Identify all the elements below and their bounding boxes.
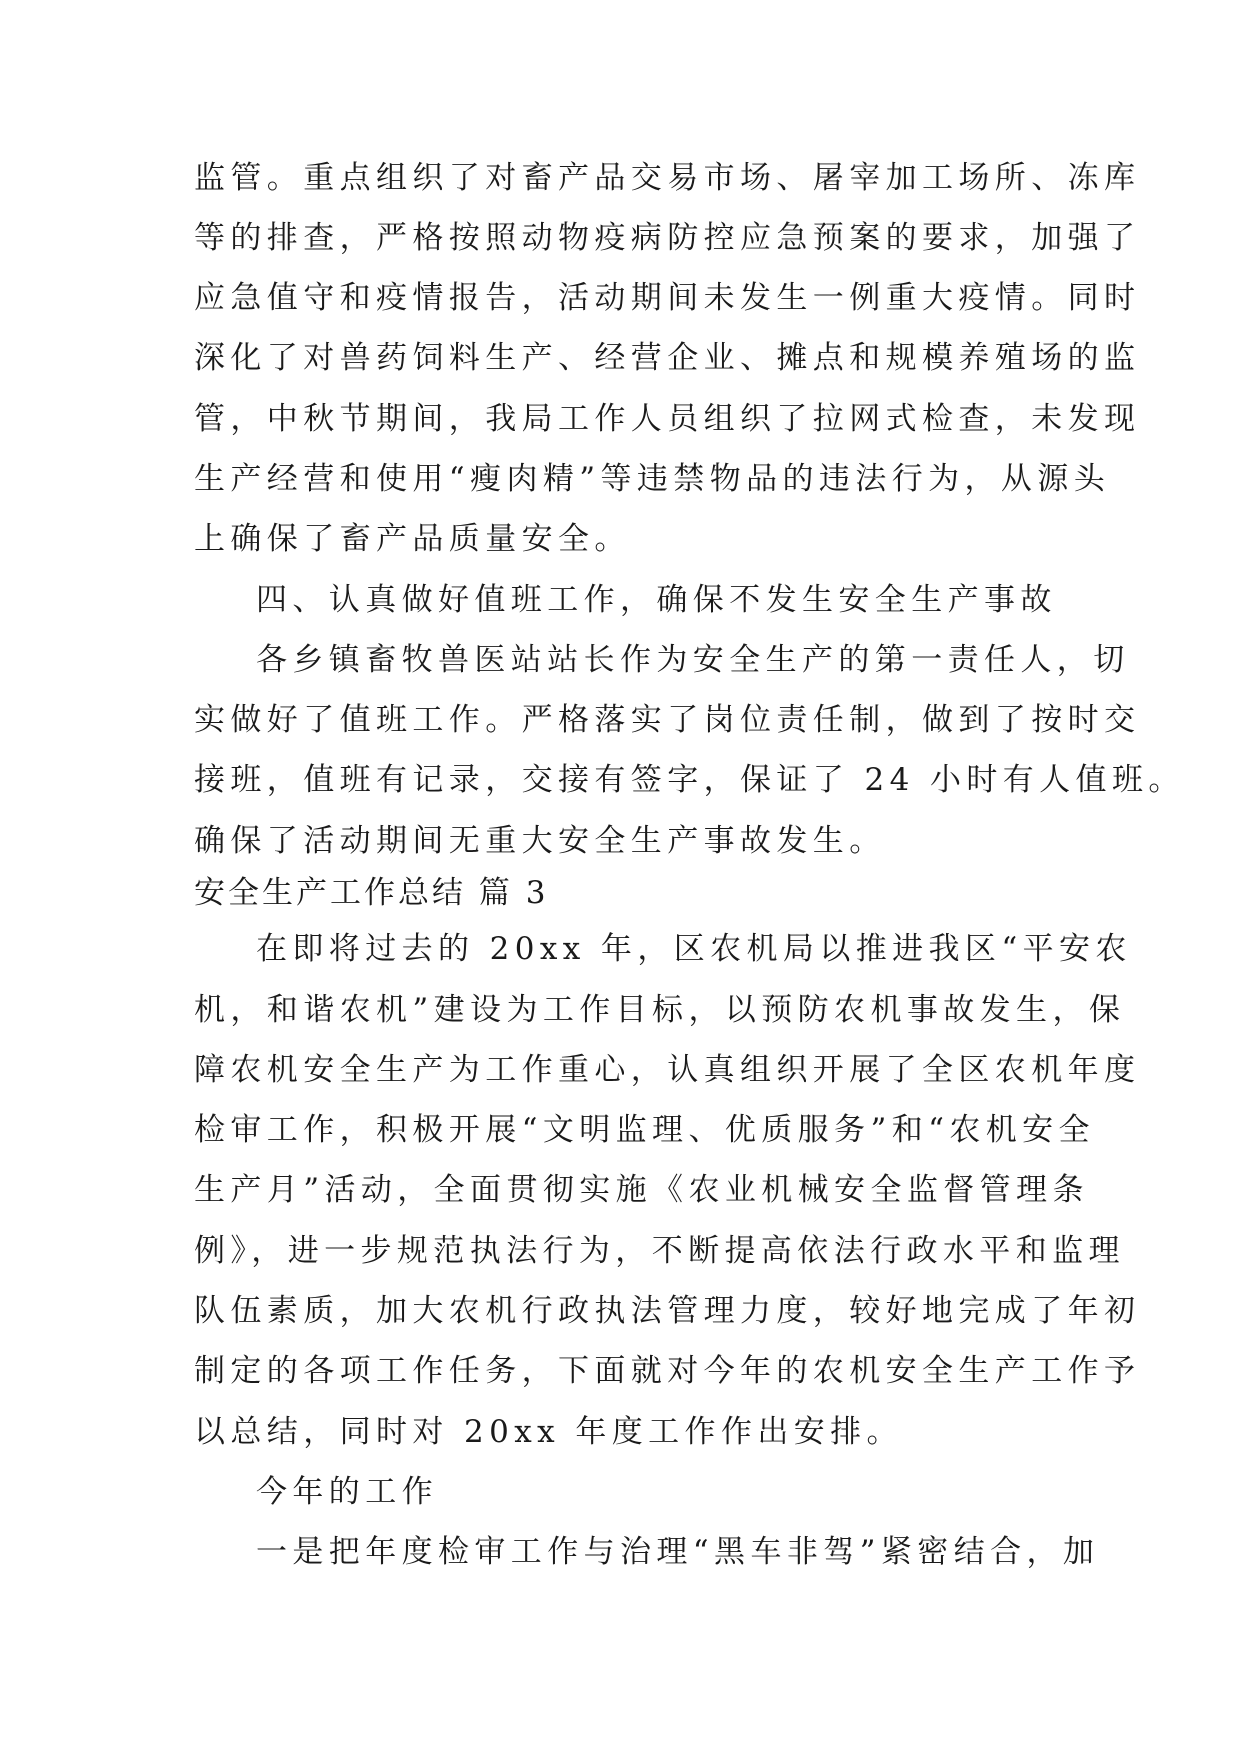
text-line: 接班，值班有记录，交接有签字，保证了 24 小时有人值班。 — [194, 762, 1185, 798]
text-line: 在即将过去的 20xx 年，区农机局以推进我区“平安农 — [256, 931, 1132, 967]
article-title: 安全生产工作总结 篇 3 — [194, 875, 549, 911]
text-line: 上确保了畜产品质量安全。 — [194, 521, 631, 557]
text-line: 各乡镇畜牧兽医站站长作为安全生产的第一责任人，切 — [256, 642, 1130, 678]
text-line: 一是把年度检审工作与治理“黑车非驾”紧密结合，加 — [256, 1534, 1100, 1570]
text-line: 实做好了值班工作。严格落实了岗位责任制，做到了按时交 — [194, 702, 1141, 738]
section-heading: 今年的工作 — [256, 1474, 438, 1510]
text-line: 应急值守和疫情报告，活动期间未发生一例重大疫情。同时 — [194, 280, 1141, 316]
text-line: 障农机安全生产为工作重心，认真组织开展了全区农机年度 — [194, 1052, 1141, 1088]
text-line: 深化了对兽药饲料生产、经营企业、摊点和规模养殖场的监 — [194, 340, 1141, 376]
section-heading: 四、认真做好值班工作，确保不发生安全生产事故 — [256, 582, 1057, 618]
text-line: 监管。重点组织了对畜产品交易市场、屠宰加工场所、冻库 — [194, 160, 1141, 196]
text-line: 队伍素质，加大农机行政执法管理力度，较好地完成了年初 — [194, 1293, 1141, 1329]
text-line: 制定的各项工作任务，下面就对今年的农机安全生产工作予 — [194, 1353, 1141, 1389]
text-line: 等的排查，严格按照动物疫病防控应急预案的要求，加强了 — [194, 220, 1141, 256]
text-line: 生产月”活动，全面贯彻实施《农业机械安全监督管理条 — [194, 1172, 1089, 1208]
text-line: 例》，进一步规范执法行为，不断提高依法行政水平和监理 — [194, 1233, 1125, 1269]
text-line: 以总结，同时对 20xx 年度工作作出安排。 — [194, 1414, 903, 1450]
text-line: 生产经营和使用“瘦肉精”等违禁物品的违法行为，从源头 — [194, 461, 1111, 497]
text-line: 确保了活动期间无重大安全生产事故发生。 — [194, 823, 886, 859]
text-line: 检审工作，积极开展“文明监理、优质服务”和“农机安全 — [194, 1112, 1095, 1148]
text-line: 管，中秋节期间，我局工作人员组织了拉网式检查，未发现 — [194, 401, 1141, 437]
text-line: 机，和谐农机”建设为工作目标，以预防农机事故发生，保 — [194, 992, 1126, 1028]
